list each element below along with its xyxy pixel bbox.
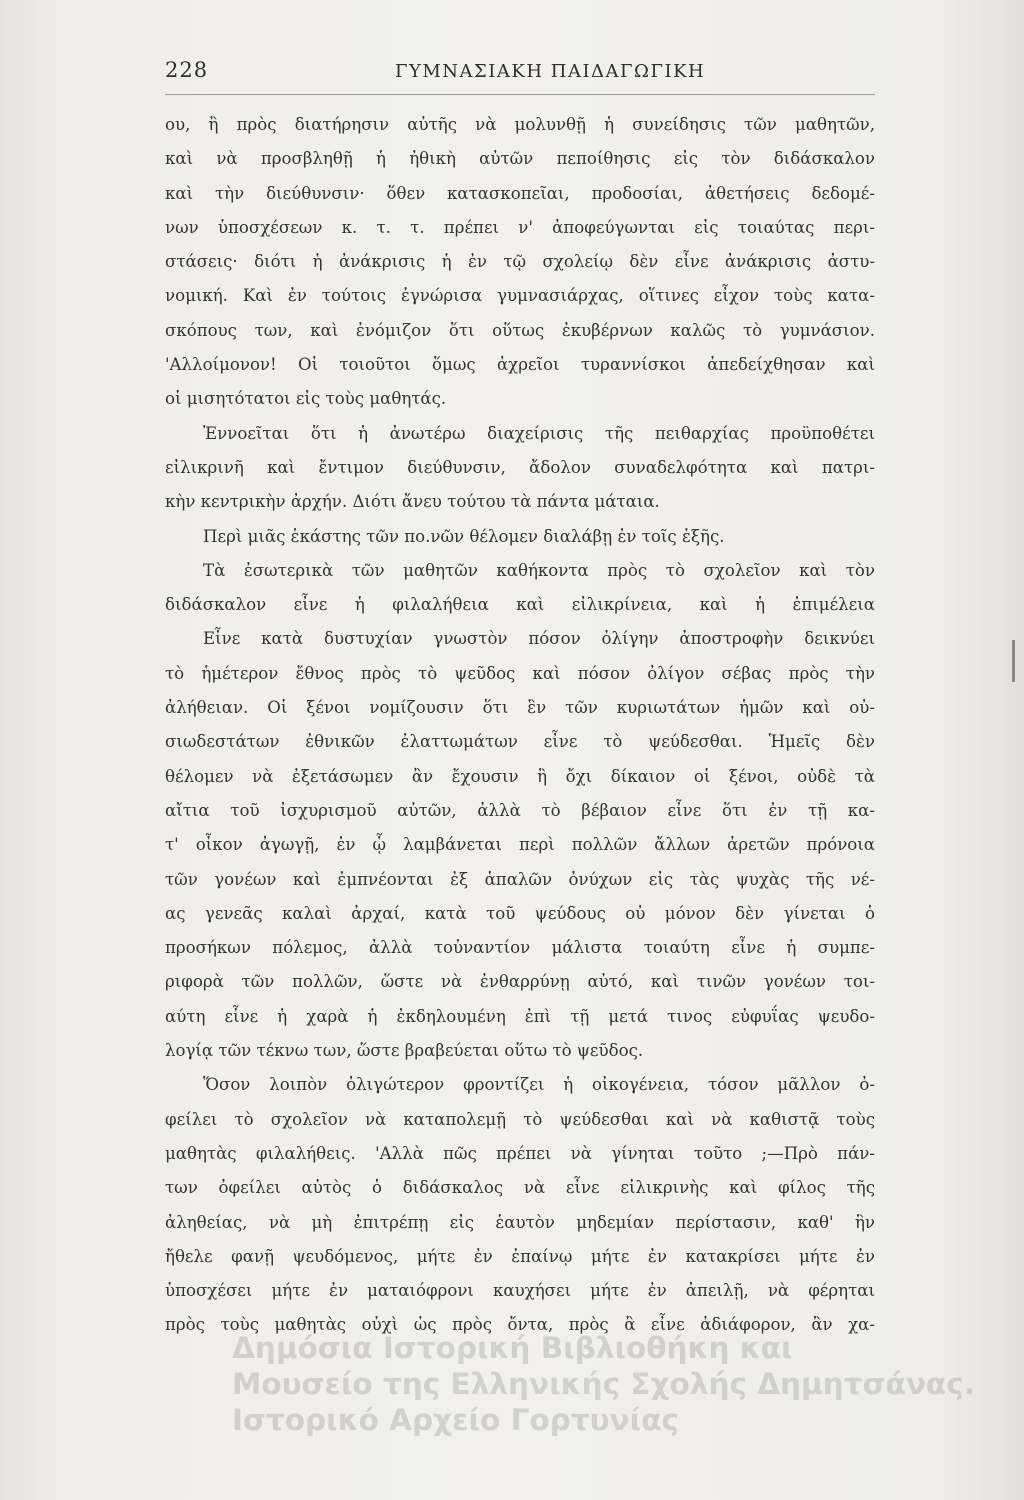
running-head: [165, 58, 875, 95]
text-line: ἤθελε φανῇ ψευδόμενος, μήτε ἐν ἐπαίνῳ μήτε ἐν κατακρίσει μήτε ἐν: [165, 1246, 875, 1266]
text-line: λογίᾳ τῶν τέκνω των, ὥστε βραβεύεται οὕτω τὸ ψεῦδος.: [165, 1041, 644, 1061]
text-line: εἰλικρινῆ καὶ ἔντιμον διεύθυνσιν, ἄδολον συναδελφότητα καὶ πατρι-: [165, 457, 875, 477]
text-line: αἴτια τοῦ ἰσχυρισμοῦ αὐτῶν, ἀλλὰ τὸ βέβαιον εἶνε ὅτι ἐν τῇ κα-: [165, 800, 875, 820]
text-line: διδάσκαλον εἶνε ἡ φιλαλήθεια καὶ εἰλικρίνεια, καὶ ἡ ἐπιμέλεια: [165, 595, 875, 615]
text-line: ὑποσχέσει μήτε ἐν ματαιόφρονι καυχήσει μήτε ἐν ἀπειλῇ, νὰ φέρηται: [165, 1281, 875, 1301]
text-line: ου, ἢ πρὸς διατήρησιν αὐτῆς νὰ μολυνθῇ ἡ συνείδησις τῶν μαθητῶν,: [165, 115, 875, 134]
text-line: προσήκων πόλεμος, ἀλλὰ τοὐναντίον μάλιστα τοιαύτη εἶνε ἡ συμπε-: [165, 938, 875, 958]
watermark-line: Μουσείο της Ελληνικής Σχολής Δημητσάνας.: [232, 1367, 975, 1401]
text-line: νων ὑποσχέσεων κ. τ. τ. πρέπει ν' ἀποφεύγωνται εἰς τοιαύτας περι-: [165, 217, 875, 237]
text-line: τ' οἶκον ἀγωγῇ, ἐν ᾧ λαμβάνεται περὶ πολλῶν ἄλλων ἀρετῶν πρόνοια: [165, 835, 875, 855]
text-line: φείλει τὸ σχολεῖον νὰ καταπολεμῇ τὸ ψεύδεσθαι καὶ νὰ καθιστᾷ τοὺς: [165, 1109, 875, 1129]
text-line: σκόπους των, καὶ ἐνόμιζον ὅτι οὕτως ἐκυβέρνων καλῶς τὸ γυμνάσιον.: [165, 320, 875, 340]
text-line: ας γενεᾶς καλαὶ ἀρχαί, κατὰ τοῦ ψεύδους οὐ μόνον δὲν γίνεται ὁ: [165, 903, 875, 923]
running-title: ΓΥΜΝΑΣΙΑΚΗ ΠΑΙΔΑΓΩΓΙΚΗ: [395, 61, 706, 82]
text-line: ἀληθείας, νὰ μὴ ἐπιτρέπῃ εἰς ἑαυτὸν μηδεμίαν περίστασιν, καθ' ἣν: [165, 1212, 875, 1232]
library-watermark: [232, 1330, 992, 1438]
text-line: καὶ τὴν διεύθυνσιν· ὅθεν κατασκοπεῖαι, προδοσίαι, ἀθετήσεις δεδομέ-: [165, 183, 875, 203]
text-line: Εἶνε κατὰ δυστυχίαν γνωστὸν πόσον ὀλίγην ἀποστροφὴν δεικνύει: [203, 629, 875, 649]
text-line: Ὅσον λοιπὸν ὀλιγώτερον φροντίζει ἡ οἰκογένεια, τόσον μᾶλλον ὀ-: [203, 1075, 875, 1095]
text-line: σιωδεστάτων ἐθνικῶν ἐλαττωμάτων εἶνε τὸ ψεύδεσθαι. Ἡμεῖς δὲν: [165, 732, 875, 752]
text-line: νομική. Καὶ ἐν τούτοις ἐγνώρισα γυμνασιάρχας, οἵτινες εἶχον τοὺς κατα-: [165, 286, 875, 306]
text-line: των ὀφείλει αὐτὸς ὁ διδάσκαλος νὰ εἶνε εἰλικρινὴς καὶ φίλος τῆς: [165, 1178, 875, 1198]
text-line: 'Αλλοίμονον! Οἱ τοιοῦτοι ὅμως ἀχρεῖοι τυραννίσκοι ἀπεδείχθησαν καὶ: [165, 355, 875, 375]
text-line: Τὰ ἐσωτερικὰ τῶν μαθητῶν καθήκοντα πρὸς τὸ σχολεῖον καὶ τὸν: [203, 560, 875, 580]
text-line: στάσεις· διότι ἡ ἀνάκρισις ἡ ἐν τῷ σχολείῳ δὲν εἶνε ἀνάκρισις ἀστυ-: [165, 252, 875, 272]
watermark-line: Ιστορικό Αρχείο Γορτυνίας: [232, 1403, 679, 1437]
text-line: τῶν γονέων καὶ ἐμπνέονται ἐξ ἁπαλῶν ὀνύχων εἰς τὰς ψυχὰς τῆς νέ-: [165, 869, 875, 889]
text-line: αύτη εἶνε ἡ χαρὰ ἡ ἐκδηλουμένη ἐπὶ τῇ μετά τινος εὐφυΐας ψευδο-: [165, 1006, 875, 1026]
text-line: πρὸς τοὺς μαθητὰς οὐχὶ ὡς πρὸς ὄντα, πρὸς ἃ εἶνε ἀδιάφορον, ἂν χα-: [165, 1315, 875, 1335]
text-line: τὸ ἡμέτερον ἔθνος πρὸς τὸ ψεῦδος καὶ πόσον ὀλίγον σέβας πρὸς τὴν: [165, 663, 875, 683]
text-line: ριφορὰ τῶν πολλῶν, ὥστε νὰ ἐνθαρρύνῃ αὐτό, καὶ τινῶν γονέων τοι-: [165, 972, 875, 992]
text-line: Περὶ μιᾶς ἑκάστης τῶν πο.νῶν θέλομεν διαλάβῃ ἐν τοῖς ἑξῆς.: [203, 526, 725, 546]
body-text: [165, 108, 875, 1343]
page-edge-mark: [1012, 640, 1015, 682]
text-line: ἀλήθειαν. Οἱ ξένοι νομίζουσιν ὅτι ἓν τῶν κυριωτάτων ἡμῶν καὶ οὐ-: [165, 698, 875, 718]
text-line: μαθητὰς φιλαλήθεις. 'Αλλὰ πῶς πρέπει νὰ γίνηται τοῦτο ;—Πρὸ πάν-: [165, 1143, 875, 1163]
text-line: καὶ νὰ προσβληθῇ ἡ ἠθικὴ αὐτῶν πεποίθησις εἰς τὸν διδάσκαλον: [165, 149, 875, 169]
text-line: κὴν κεντρικὴν ἀρχήν. Διότι ἄνευ τούτου τὰ πάντα μάταια.: [165, 492, 660, 512]
text-line: θέλομεν νὰ ἐξετάσωμεν ἂν ἔχουσιν ἢ ὄχι δίκαιον οἱ ξένοι, οὐδὲ τὰ: [165, 766, 875, 786]
watermark-line: Δημόσια Ιστορική Βιβλιοθήκη και: [232, 1331, 793, 1365]
text-line: οἱ μισητότατοι εἰς τοὺς μαθητάς.: [165, 389, 447, 409]
page-number: 228: [165, 58, 209, 82]
text-line: Ἐννοεῖται ὅτι ἡ ἀνωτέρω διαχείρισις τῆς πειθαρχίας προϋποθέτει: [203, 423, 875, 443]
